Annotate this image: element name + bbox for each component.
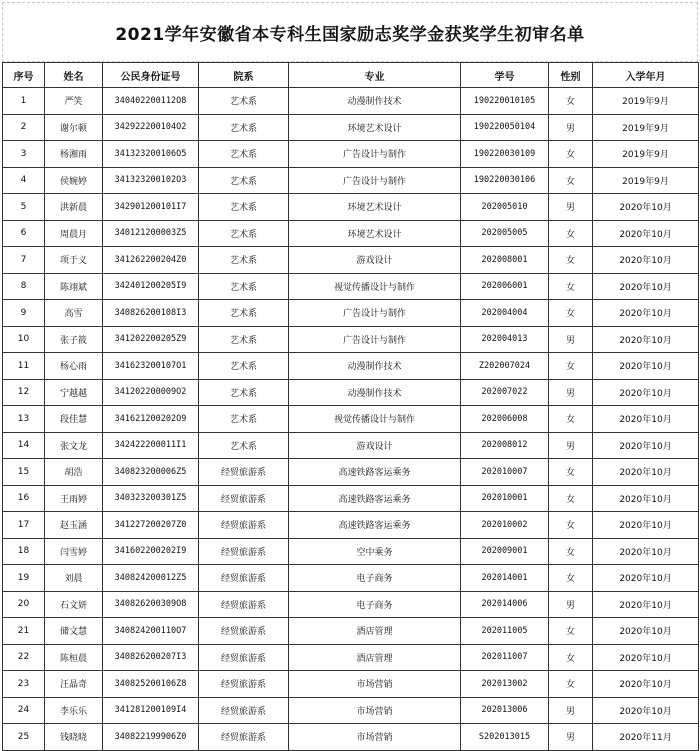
table-body <box>3 88 699 751</box>
cell-name[interactable]: 陈桓晨 <box>45 644 103 671</box>
cell-gender[interactable]: 女 <box>549 273 593 300</box>
cell-id-number[interactable]: 341323200102O3 <box>103 167 199 194</box>
cell-department[interactable]: 经贸旅游系 <box>199 459 289 486</box>
cell-major[interactable]: 高速铁路客运乘务 <box>289 512 461 539</box>
header-enrollment[interactable]: 入学年月 <box>593 63 699 88</box>
cell-major[interactable]: 广告设计与制作 <box>289 326 461 353</box>
header-department[interactable]: 院系 <box>199 63 289 88</box>
cell-name[interactable]: 钱晓晓 <box>45 724 103 751</box>
cell-student-id[interactable]: 202008012 <box>461 432 549 459</box>
table-row <box>3 671 699 698</box>
table-row <box>3 618 699 645</box>
table-row <box>3 459 699 486</box>
cell-student-id[interactable]: 202014006 <box>461 591 549 618</box>
cell-student-id[interactable]: 202010007 <box>461 459 549 486</box>
cell-student-id[interactable]: Z202007024 <box>461 353 549 380</box>
cell-name[interactable]: 谢尔顿 <box>45 114 103 141</box>
cell-major[interactable]: 高速铁路客运乘务 <box>289 459 461 486</box>
cell-department[interactable]: 艺术系 <box>199 406 289 433</box>
cell-department[interactable]: 艺术系 <box>199 88 289 115</box>
cell-name[interactable]: 王雨婷 <box>45 485 103 512</box>
cell-seq[interactable]: 13 <box>3 406 45 433</box>
cell-seq[interactable]: 2 <box>3 114 45 141</box>
cell-department[interactable]: 艺术系 <box>199 432 289 459</box>
cell-id-number[interactable]: 340826200108I3 <box>103 300 199 327</box>
cell-id-number[interactable]: 341202200009O2 <box>103 379 199 406</box>
cell-major[interactable]: 动漫制作技术 <box>289 353 461 380</box>
cell-student-id[interactable]: 202005005 <box>461 220 549 247</box>
cell-id-number[interactable]: 341227200207Z0 <box>103 512 199 539</box>
cell-name[interactable]: 石文妍 <box>45 591 103 618</box>
title-cell[interactable] <box>2 2 698 62</box>
cell-enrollment[interactable]: 2020年10月 <box>593 406 699 433</box>
cell-department[interactable]: 艺术系 <box>199 379 289 406</box>
cell-department[interactable]: 经贸旅游系 <box>199 697 289 724</box>
cell-major[interactable]: 环境艺术设计 <box>289 220 461 247</box>
cell-student-id[interactable]: 202013002 <box>461 671 549 698</box>
cell-id-number[interactable]: 341602200202I9 <box>103 538 199 565</box>
cell-department[interactable]: 艺术系 <box>199 247 289 274</box>
cell-department[interactable]: 经贸旅游系 <box>199 485 289 512</box>
cell-seq[interactable]: 1 <box>3 88 45 115</box>
cell-department[interactable]: 经贸旅游系 <box>199 591 289 618</box>
header-name[interactable]: 姓名 <box>45 63 103 88</box>
cell-gender[interactable]: 女 <box>549 512 593 539</box>
page-title: 2021学年安徽省本专科生国家励志奖学金获奖学生初审名单 <box>115 24 585 45</box>
cell-enrollment[interactable]: 2020年11月 <box>593 724 699 751</box>
cell-student-id[interactable]: 190220050104 <box>461 114 549 141</box>
table-row <box>3 353 699 380</box>
cell-department[interactable]: 经贸旅游系 <box>199 538 289 565</box>
cell-id-number[interactable]: 341262200204Z0 <box>103 247 199 274</box>
cell-seq[interactable]: 11 <box>3 353 45 380</box>
cell-student-id[interactable]: 202006008 <box>461 406 549 433</box>
cell-id-number[interactable]: 340824200110O7 <box>103 618 199 645</box>
header-gender[interactable]: 性别 <box>549 63 593 88</box>
cell-gender[interactable]: 男 <box>549 591 593 618</box>
cell-student-id[interactable]: 202010002 <box>461 512 549 539</box>
cell-seq[interactable]: 18 <box>3 538 45 565</box>
cell-enrollment[interactable]: 2020年10月 <box>593 671 699 698</box>
table-row <box>3 644 699 671</box>
cell-major[interactable]: 空中乘务 <box>289 538 461 565</box>
cell-name[interactable]: 闫雪婷 <box>45 538 103 565</box>
cell-major[interactable]: 广告设计与制作 <box>289 167 461 194</box>
cell-name[interactable]: 严笑 <box>45 88 103 115</box>
cell-id-number[interactable]: 342901200101I7 <box>103 194 199 221</box>
cell-name[interactable]: 宁越越 <box>45 379 103 406</box>
cell-student-id[interactable]: 202008001 <box>461 247 549 274</box>
cell-name[interactable]: 陈翊斌 <box>45 273 103 300</box>
table-row <box>3 485 699 512</box>
cell-student-id[interactable]: 202011005 <box>461 618 549 645</box>
cell-department[interactable]: 经贸旅游系 <box>199 671 289 698</box>
cell-major[interactable]: 电子商务 <box>289 591 461 618</box>
cell-seq[interactable]: 8 <box>3 273 45 300</box>
cell-enrollment[interactable]: 2020年10月 <box>593 432 699 459</box>
cell-seq[interactable]: 16 <box>3 485 45 512</box>
cell-enrollment[interactable]: 2020年10月 <box>593 353 699 380</box>
award-list-table <box>2 62 699 751</box>
table-row <box>3 724 699 751</box>
cell-gender[interactable]: 女 <box>549 459 593 486</box>
cell-id-number[interactable]: 342401200205I9 <box>103 273 199 300</box>
cell-id-number[interactable]: 341281200109I4 <box>103 697 199 724</box>
cell-student-id[interactable]: 202009001 <box>461 538 549 565</box>
cell-gender[interactable]: 女 <box>549 88 593 115</box>
cell-enrollment[interactable]: 2020年10月 <box>593 618 699 645</box>
cell-major[interactable]: 环境艺术设计 <box>289 194 461 221</box>
cell-seq[interactable]: 7 <box>3 247 45 274</box>
cell-name[interactable]: 洪新晨 <box>45 194 103 221</box>
cell-department[interactable]: 经贸旅游系 <box>199 565 289 592</box>
cell-seq[interactable]: 15 <box>3 459 45 486</box>
cell-enrollment[interactable]: 2020年10月 <box>593 247 699 274</box>
cell-student-id[interactable]: 202014001 <box>461 565 549 592</box>
cell-id-number[interactable]: 342922200104O2 <box>103 114 199 141</box>
cell-enrollment[interactable]: 2019年9月 <box>593 88 699 115</box>
cell-department[interactable]: 经贸旅游系 <box>199 618 289 645</box>
cell-id-number[interactable]: 340826200207I3 <box>103 644 199 671</box>
cell-major[interactable]: 动漫制作技术 <box>289 88 461 115</box>
cell-id-number[interactable]: 342422200011I1 <box>103 432 199 459</box>
cell-department[interactable]: 艺术系 <box>199 326 289 353</box>
table-row <box>3 273 699 300</box>
cell-department[interactable]: 艺术系 <box>199 114 289 141</box>
cell-name[interactable]: 汪晶奇 <box>45 671 103 698</box>
cell-student-id[interactable]: 202005010 <box>461 194 549 221</box>
cell-gender[interactable]: 女 <box>549 167 593 194</box>
cell-student-id[interactable]: 190220010105 <box>461 88 549 115</box>
cell-enrollment[interactable]: 2019年9月 <box>593 141 699 168</box>
cell-enrollment[interactable]: 2020年10月 <box>593 565 699 592</box>
cell-department[interactable]: 经贸旅游系 <box>199 644 289 671</box>
cell-enrollment[interactable]: 2020年10月 <box>593 538 699 565</box>
table-row <box>3 114 699 141</box>
cell-enrollment[interactable]: 2020年10月 <box>593 697 699 724</box>
cell-gender[interactable]: 男 <box>549 724 593 751</box>
cell-enrollment[interactable]: 2020年10月 <box>593 220 699 247</box>
cell-name[interactable]: 张文龙 <box>45 432 103 459</box>
cell-enrollment[interactable]: 2020年10月 <box>593 194 699 221</box>
cell-major[interactable]: 市场营销 <box>289 697 461 724</box>
cell-gender[interactable]: 男 <box>549 379 593 406</box>
cell-enrollment[interactable]: 2020年10月 <box>593 512 699 539</box>
cell-enrollment[interactable]: 2020年10月 <box>593 379 699 406</box>
cell-student-id[interactable]: 202004013 <box>461 326 549 353</box>
cell-department[interactable]: 艺术系 <box>199 300 289 327</box>
cell-seq[interactable]: 20 <box>3 591 45 618</box>
cell-enrollment[interactable]: 2019年9月 <box>593 114 699 141</box>
cell-id-number[interactable]: 341621200202O9 <box>103 406 199 433</box>
cell-gender[interactable]: 女 <box>549 353 593 380</box>
cell-enrollment[interactable]: 2020年10月 <box>593 485 699 512</box>
table-row <box>3 194 699 221</box>
cell-seq[interactable]: 19 <box>3 565 45 592</box>
cell-id-number[interactable]: 340825200106Z8 <box>103 671 199 698</box>
cell-gender[interactable]: 男 <box>549 697 593 724</box>
cell-id-number[interactable]: 340121200003Z5 <box>103 220 199 247</box>
table-row <box>3 326 699 353</box>
cell-name[interactable]: 刘晨 <box>45 565 103 592</box>
table-row <box>3 538 699 565</box>
header-row <box>3 63 699 88</box>
cell-major[interactable]: 广告设计与制作 <box>289 141 461 168</box>
cell-department[interactable]: 艺术系 <box>199 194 289 221</box>
cell-student-id[interactable]: 202004004 <box>461 300 549 327</box>
cell-department[interactable]: 经贸旅游系 <box>199 724 289 751</box>
cell-major[interactable]: 市场营销 <box>289 671 461 698</box>
table-row <box>3 88 699 115</box>
cell-gender[interactable]: 男 <box>549 194 593 221</box>
cell-enrollment[interactable]: 2020年10月 <box>593 300 699 327</box>
cell-name[interactable]: 赵玉涵 <box>45 512 103 539</box>
cell-gender[interactable]: 男 <box>549 432 593 459</box>
cell-department[interactable]: 艺术系 <box>199 167 289 194</box>
cell-seq[interactable]: 14 <box>3 432 45 459</box>
cell-student-id[interactable]: 202013006 <box>461 697 549 724</box>
table-row <box>3 432 699 459</box>
table-row <box>3 300 699 327</box>
cell-gender[interactable]: 男 <box>549 114 593 141</box>
cell-department[interactable]: 艺术系 <box>199 220 289 247</box>
cell-major[interactable]: 市场营销 <box>289 724 461 751</box>
cell-name[interactable]: 杨心雨 <box>45 353 103 380</box>
cell-seq[interactable]: 9 <box>3 300 45 327</box>
table-row <box>3 565 699 592</box>
cell-major[interactable]: 广告设计与制作 <box>289 300 461 327</box>
cell-major[interactable]: 高速铁路客运乘务 <box>289 485 461 512</box>
cell-enrollment[interactable]: 2020年10月 <box>593 273 699 300</box>
table-row <box>3 247 699 274</box>
cell-name[interactable]: 项于义 <box>45 247 103 274</box>
cell-id-number[interactable]: 341623200107O1 <box>103 353 199 380</box>
cell-name[interactable]: 张子筱 <box>45 326 103 353</box>
cell-major[interactable]: 游戏设计 <box>289 247 461 274</box>
cell-gender[interactable]: 女 <box>549 671 593 698</box>
cell-seq[interactable]: 10 <box>3 326 45 353</box>
cell-seq[interactable]: 22 <box>3 644 45 671</box>
cell-seq[interactable]: 17 <box>3 512 45 539</box>
cell-id-number[interactable]: 340823200006Z5 <box>103 459 199 486</box>
cell-student-id[interactable]: 202010001 <box>461 485 549 512</box>
cell-gender[interactable]: 女 <box>549 644 593 671</box>
cell-name[interactable]: 段佳慧 <box>45 406 103 433</box>
header-seq[interactable]: 序号 <box>3 63 45 88</box>
table-row <box>3 220 699 247</box>
cell-name[interactable]: 杨湘雨 <box>45 141 103 168</box>
cell-seq[interactable]: 5 <box>3 194 45 221</box>
cell-seq[interactable]: 25 <box>3 724 45 751</box>
cell-major[interactable]: 酒店管理 <box>289 618 461 645</box>
cell-seq[interactable]: 21 <box>3 618 45 645</box>
cell-gender[interactable]: 女 <box>549 485 593 512</box>
table-row <box>3 512 699 539</box>
cell-gender[interactable]: 男 <box>549 326 593 353</box>
cell-major[interactable]: 酒店管理 <box>289 644 461 671</box>
table-row <box>3 697 699 724</box>
cell-seq[interactable]: 12 <box>3 379 45 406</box>
cell-department[interactable]: 经贸旅游系 <box>199 512 289 539</box>
cell-enrollment[interactable]: 2020年10月 <box>593 591 699 618</box>
cell-id-number[interactable]: 340826200309O8 <box>103 591 199 618</box>
cell-id-number[interactable]: 340402200112O8 <box>103 88 199 115</box>
header-major[interactable]: 专业 <box>289 63 461 88</box>
cell-gender[interactable]: 女 <box>549 538 593 565</box>
cell-major[interactable]: 游戏设计 <box>289 432 461 459</box>
cell-id-number[interactable]: 340824200012Z5 <box>103 565 199 592</box>
cell-gender[interactable]: 女 <box>549 565 593 592</box>
cell-id-number[interactable]: 340822199906Z0 <box>103 724 199 751</box>
cell-major[interactable]: 视觉传播设计与制作 <box>289 406 461 433</box>
cell-department[interactable]: 艺术系 <box>199 273 289 300</box>
cell-name[interactable]: 胡浩 <box>45 459 103 486</box>
cell-gender[interactable]: 女 <box>549 247 593 274</box>
table-row <box>3 141 699 168</box>
header-student-id[interactable]: 学号 <box>461 63 549 88</box>
cell-department[interactable]: 艺术系 <box>199 141 289 168</box>
cell-seq[interactable]: 4 <box>3 167 45 194</box>
cell-name[interactable]: 周晨月 <box>45 220 103 247</box>
cell-gender[interactable]: 女 <box>549 141 593 168</box>
cell-seq[interactable]: 6 <box>3 220 45 247</box>
cell-gender[interactable]: 女 <box>549 618 593 645</box>
cell-name[interactable]: 储文慧 <box>45 618 103 645</box>
cell-major[interactable]: 环境艺术设计 <box>289 114 461 141</box>
cell-gender[interactable]: 女 <box>549 300 593 327</box>
cell-name[interactable]: 高雪 <box>45 300 103 327</box>
cell-name[interactable]: 侯婉婷 <box>45 167 103 194</box>
cell-name[interactable]: 李乐乐 <box>45 697 103 724</box>
cell-student-id[interactable]: 202011007 <box>461 644 549 671</box>
cell-department[interactable]: 艺术系 <box>199 353 289 380</box>
cell-gender[interactable]: 女 <box>549 406 593 433</box>
cell-enrollment[interactable]: 2020年10月 <box>593 326 699 353</box>
table-row <box>3 406 699 433</box>
cell-major[interactable]: 电子商务 <box>289 565 461 592</box>
cell-enrollment[interactable]: 2019年9月 <box>593 167 699 194</box>
cell-student-id[interactable]: 202007022 <box>461 379 549 406</box>
table-row <box>3 591 699 618</box>
cell-id-number[interactable]: 341202200205Z9 <box>103 326 199 353</box>
cell-id-number[interactable]: 341323200106O5 <box>103 141 199 168</box>
cell-student-id[interactable]: 202006001 <box>461 273 549 300</box>
cell-seq[interactable]: 23 <box>3 671 45 698</box>
table-row <box>3 167 699 194</box>
cell-gender[interactable]: 女 <box>549 220 593 247</box>
header-id-number[interactable]: 公民身份证号 <box>103 63 199 88</box>
cell-enrollment[interactable]: 2020年10月 <box>593 644 699 671</box>
cell-major[interactable]: 动漫制作技术 <box>289 379 461 406</box>
cell-student-id[interactable]: 190220030109 <box>461 141 549 168</box>
cell-student-id[interactable]: S202013015 <box>461 724 549 751</box>
table-row <box>3 379 699 406</box>
cell-seq[interactable]: 24 <box>3 697 45 724</box>
cell-seq[interactable]: 3 <box>3 141 45 168</box>
cell-enrollment[interactable]: 2020年10月 <box>593 459 699 486</box>
cell-id-number[interactable]: 340323200301Z5 <box>103 485 199 512</box>
cell-major[interactable]: 视觉传播设计与制作 <box>289 273 461 300</box>
cell-student-id[interactable]: 190220030106 <box>461 167 549 194</box>
